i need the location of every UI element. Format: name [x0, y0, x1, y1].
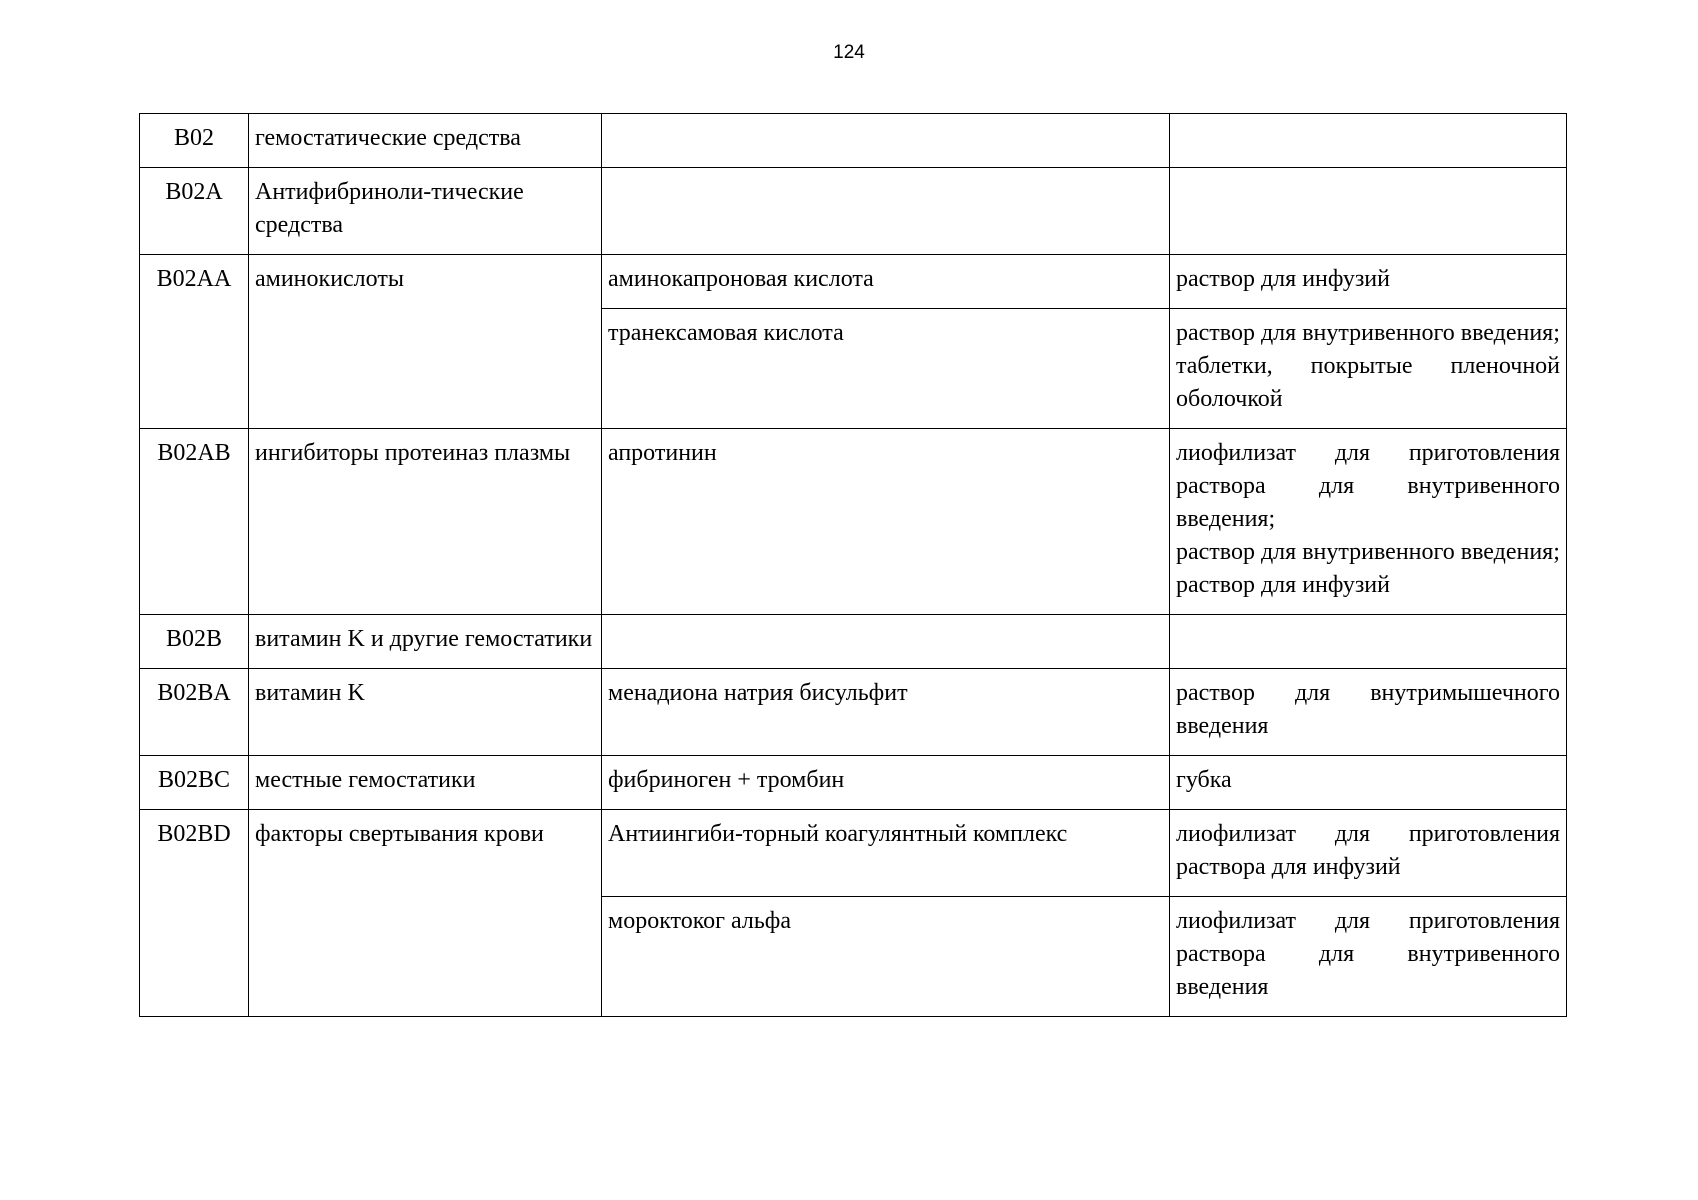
- group-name-cell: аминокислоты: [249, 255, 602, 429]
- dosage-form-cell: [1170, 309, 1567, 429]
- drug-name-cell: транексамовая кислота: [602, 309, 1170, 429]
- table-row: [140, 669, 1567, 756]
- group-name-cell: факторы свертывания крови: [249, 810, 602, 1017]
- dosage-form-line: лиофилизат для приготовления раствора для внутривенного введения: [1176, 908, 1560, 1000]
- dosage-form-line: лиофилизат для приготовления раствора для инфузий: [1176, 821, 1560, 880]
- dosage-form-line: раствор для внутривенного введения;: [1176, 539, 1560, 565]
- atc-code-cell: B02AA: [140, 255, 249, 429]
- drug-name-cell: [602, 168, 1170, 255]
- drug-name-cell: [602, 114, 1170, 168]
- table-row: [140, 810, 1567, 897]
- atc-code-cell: B02: [140, 114, 249, 168]
- atc-code-cell: B02BC: [140, 756, 249, 810]
- atc-code-cell: B02A: [140, 168, 249, 255]
- drug-name-cell: [602, 615, 1170, 669]
- dosage-form-line: раствор для внутривенного введения;: [1176, 320, 1560, 346]
- dosage-form-cell: [1170, 810, 1567, 897]
- table-row: [140, 429, 1567, 615]
- atc-code-cell: B02AB: [140, 429, 249, 615]
- dosage-form-line: раствор для внутримышечного введения: [1176, 680, 1560, 739]
- dosage-form-cell: [1170, 255, 1567, 309]
- drug-name-cell: фибриноген + тромбин: [602, 756, 1170, 810]
- group-name-cell: витамин K: [249, 669, 602, 756]
- atc-code-cell: B02B: [140, 615, 249, 669]
- table-row: [140, 255, 1567, 309]
- drug-name-cell: мороктоког альфа: [602, 897, 1170, 1017]
- table-row: [140, 114, 1567, 168]
- dosage-form-cell: [1170, 669, 1567, 756]
- drug-name-cell: Антиингиби-торный коагулянтный комплекс: [602, 810, 1170, 897]
- group-name-cell: витамин K и другие гемостатики: [249, 615, 602, 669]
- dosage-form-line: губка: [1176, 767, 1232, 793]
- dosage-form-line: раствор для инфузий: [1176, 572, 1390, 598]
- page-number: 124: [833, 42, 865, 63]
- group-name-cell: гемостатические средства: [249, 114, 602, 168]
- dosage-form-cell: [1170, 429, 1567, 615]
- table-row: [140, 756, 1567, 810]
- dosage-form-cell: [1170, 756, 1567, 810]
- table-row: [140, 168, 1567, 255]
- drug-name-cell: апротинин: [602, 429, 1170, 615]
- group-name-cell: ингибиторы протеиназ плазмы: [249, 429, 602, 615]
- dosage-form-cell: [1170, 168, 1567, 255]
- dosage-form-cell: [1170, 615, 1567, 669]
- drug-name-cell: менадиона натрия бисульфит: [602, 669, 1170, 756]
- group-name-cell: Антифибриноли-тические средства: [249, 168, 602, 255]
- dosage-form-cell: [1170, 897, 1567, 1017]
- atc-code-cell: B02BA: [140, 669, 249, 756]
- dosage-form-line: таблетки, покрытые пленочной оболочкой: [1176, 353, 1560, 412]
- drug-name-cell: аминокапроновая кислота: [602, 255, 1170, 309]
- table-row: [140, 615, 1567, 669]
- group-name-cell: местные гемостатики: [249, 756, 602, 810]
- dosage-form-line: раствор для инфузий: [1176, 266, 1390, 292]
- dosage-form-cell: [1170, 114, 1567, 168]
- atc-code-cell: B02BD: [140, 810, 249, 1017]
- atc-drug-table: [139, 113, 1567, 1017]
- dosage-form-line: лиофилизат для приготовления раствора для внутривенного введения;: [1176, 440, 1560, 532]
